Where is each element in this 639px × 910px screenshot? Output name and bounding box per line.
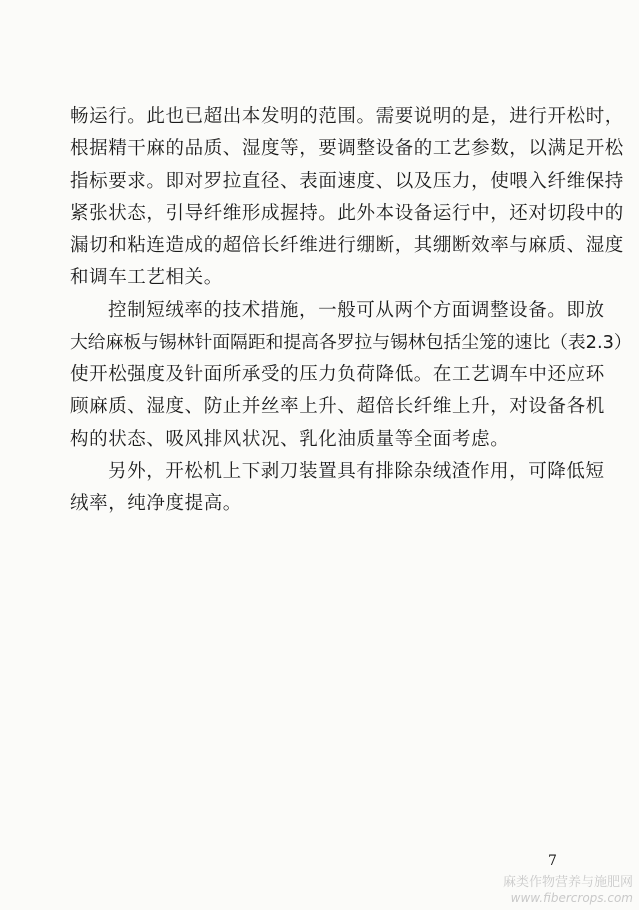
watermark-text: 麻类作物营养与施肥网 [502,875,633,890]
paragraph-1-line-2: 根据精干麻的品质、湿度等，要调整设备的工艺参数，以满足开松 [70,138,624,159]
paragraph-1-line-3: 指标要求。即对罗拉直径、表面速度、以及压力，使喂入纤维保持 [70,171,624,192]
paragraph-1-line-1: 畅运行。此也已超出本发明的范围。需要说明的是，进行开松时， [70,106,624,127]
paragraph-3-line-2: 绒率，纯净度提高。 [70,493,242,514]
paragraph-3-line-1: 另外，开松机上下剥刀装置具有排除杂绒渣作用，可降低短 [108,461,605,482]
paragraph-2-line-5: 构的状态、吸风排风状况、乳化油质量等全面考虑。 [70,429,510,450]
paragraph-2-line-4: 顾麻质、湿度、防止并丝率上升、超倍长纤维上升，对设备各机 [70,396,605,417]
paragraph-2-line-3: 使开松强度及针面所承受的压力负荷降低。在工艺调车中还应环 [70,364,605,385]
watermark [503,875,633,905]
page-number: 7 [548,853,557,869]
paragraph-1-line-4: 紧张状态，引导纤维形成握持。此外本设备运行中，还对切段中的 [70,203,624,224]
watermark-url: www.fibercrops.com [510,891,633,905]
paragraph-1-line-6: 和调车工艺相关。 [70,267,223,288]
paragraph-1-line-5: 漏切和粘连造成的超倍长纤维进行绷断，其绷断效率与麻质、湿度 [70,235,624,256]
paragraph-2-line-1: 控制短绒率的技术措施，一般可从两个方面调整设备。即放 [108,300,605,321]
paragraph-2-line-2: 大给麻板与锡林针面隔距和提高各罗拉与锡林包括尘笼的速比（表2.3） [70,332,632,353]
